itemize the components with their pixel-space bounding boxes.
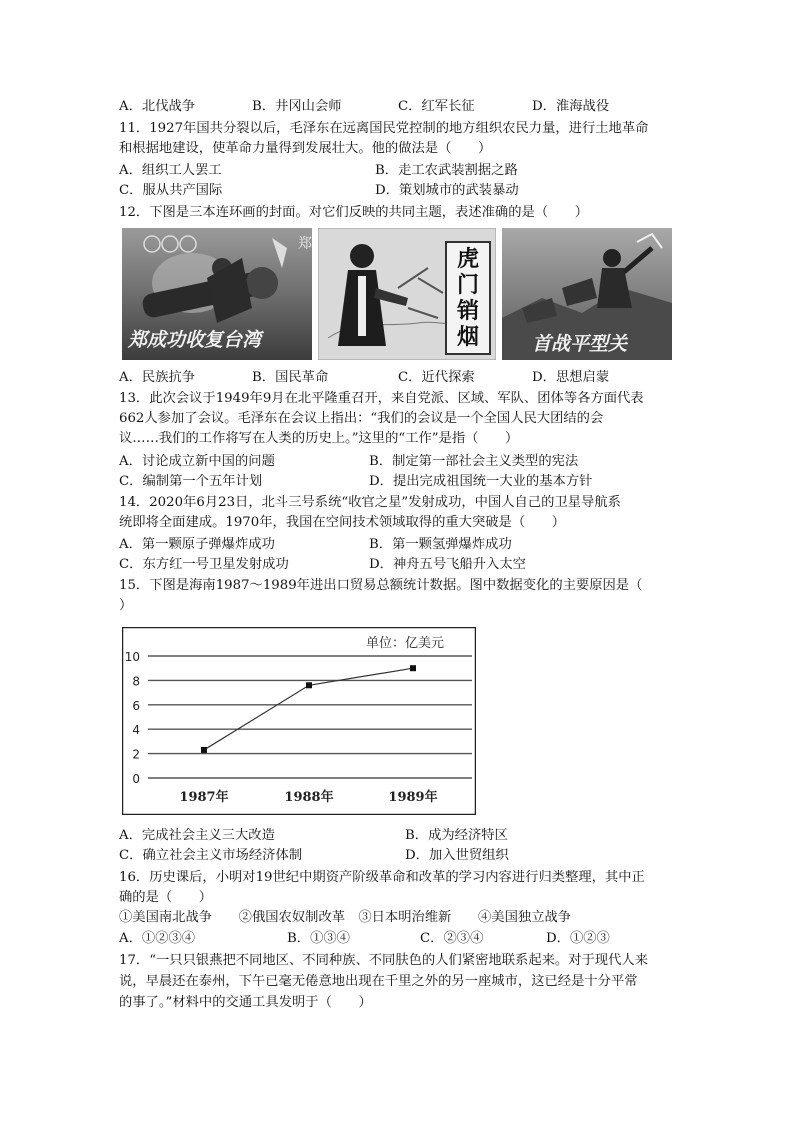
q11-option-d[interactable]: D．策划城市的武装暴动 bbox=[375, 183, 519, 198]
q16-items: ①美国南北战争 ②俄国农奴制改革 ③日本明治维新 ④美国独立战争 bbox=[119, 910, 572, 925]
q10-option-b[interactable]: B．井冈山会师 bbox=[252, 99, 342, 114]
data-point bbox=[410, 665, 416, 671]
cover-left-caption: 郑成功收复台湾 bbox=[128, 329, 262, 351]
q11-option-b[interactable]: B．走工农武装割据之路 bbox=[375, 163, 518, 178]
q15-option-b[interactable]: B．成为经济特区 bbox=[405, 828, 508, 843]
q15-stem-line-1: 15．下图是海南1987～1989年进出口贸易总额统计数据。图中数据变化的主要原因是（ bbox=[119, 578, 643, 593]
q16-option-a[interactable]: A．①②③④ bbox=[119, 931, 196, 946]
q13-stem-line-1: 13．此次会议于1949年9月在北平隆重召开，来自党派、区域、军队、团体等各方面代表 bbox=[119, 391, 644, 406]
q13-stem-line-3: 议……我们的工作将写在人类的历史上。”这里的“工作”是指（ ） bbox=[119, 431, 519, 446]
y-tick-label: 4 bbox=[132, 723, 140, 738]
q12-option-b[interactable]: B．国民革命 bbox=[252, 370, 329, 385]
q15-option-d[interactable]: D．加入世贸组织 bbox=[405, 848, 509, 863]
q12-option-a[interactable]: A．民族抗争 bbox=[119, 370, 196, 385]
trade-chart bbox=[122, 627, 476, 815]
q16-option-c[interactable]: C．②③④ bbox=[420, 931, 484, 946]
data-point bbox=[201, 747, 207, 753]
comic-cover-middle bbox=[318, 228, 496, 360]
x-tick-label: 1988年 bbox=[284, 790, 334, 805]
trade-chart-svg bbox=[122, 627, 476, 815]
y-tick-label: 2 bbox=[132, 747, 140, 762]
y-tick-label: 8 bbox=[132, 674, 140, 689]
x-tick-label: 1987年 bbox=[179, 790, 229, 805]
q12-stem: 12．下图是三本连环画的封面。对它们反映的共同主题，表述准确的是（ ） bbox=[119, 205, 589, 220]
q12-option-c[interactable]: C．近代探索 bbox=[398, 370, 475, 385]
cover-middle-char-1: 虎 bbox=[456, 247, 480, 272]
comic-cover-right bbox=[502, 228, 672, 360]
q16-option-d[interactable]: D．①②③ bbox=[546, 931, 610, 946]
comic-cover-left bbox=[122, 228, 312, 360]
q14-stem-line-1: 14．2020年6月23日，北斗三号系统“收官之星”发射成功，中国人自己的卫星导航系 bbox=[119, 495, 621, 510]
data-point bbox=[306, 682, 312, 688]
cover-middle-char-2: 门 bbox=[456, 273, 480, 298]
q15-option-a[interactable]: A．完成社会主义三大改造 bbox=[119, 828, 275, 843]
q17-stem-line-1: 17．“一只只银燕把不同地区、不同种族、不同肤色的人们紧密地联系起来。对于现代人来 bbox=[119, 953, 648, 968]
q16-option-b[interactable]: B．①③④ bbox=[287, 931, 350, 946]
q11-option-a[interactable]: A．组织工人罢工 bbox=[119, 163, 222, 178]
q14-option-d[interactable]: D．神舟五号飞船升入太空 bbox=[369, 557, 526, 572]
q10-option-a[interactable]: A．北伐战争 bbox=[119, 99, 196, 114]
cover-middle-char-4: 烟 bbox=[456, 325, 480, 350]
x-tick-label: 1989年 bbox=[388, 790, 438, 805]
q13-option-d[interactable]: D．提出完成祖国统一大业的基本方针 bbox=[369, 474, 593, 489]
q16-stem-line-1: 16．历史课后，小明对19世纪中期资产阶级革命和改革的学习内容进行归类整理，其中正 bbox=[119, 870, 645, 885]
q17-stem-line-2: 说，早晨还在泰州，下午已毫无倦意地出现在千里之外的另一座城市，这已经是十分平常 bbox=[119, 974, 638, 989]
q14-option-b[interactable]: B．第一颗氢弹爆炸成功 bbox=[369, 537, 512, 552]
chart-unit-label: 单位：亿美元 bbox=[366, 636, 445, 651]
q14-stem-line-2: 统即将全面建成。1970年，我国在空间技术领域取得的重大突破是（ ） bbox=[119, 515, 566, 530]
q15-option-c[interactable]: C．确立社会主义市场经济体制 bbox=[119, 848, 303, 863]
q11-option-c[interactable]: C．服从共产国际 bbox=[119, 183, 223, 198]
q13-option-b[interactable]: B．制定第一部社会主义类型的宪法 bbox=[369, 454, 579, 469]
q15-stem-line-2: ） bbox=[119, 598, 133, 613]
q13-stem-line-2: 662人参加了会议。毛泽东在会议上指出：“我们的会议是一个全国人民大团结的会 bbox=[119, 411, 604, 426]
y-tick-label: 0 bbox=[132, 772, 140, 786]
q10-option-c[interactable]: C．红军长征 bbox=[398, 99, 475, 114]
q11-stem-line-1: 11．1927年国共分裂以后，毛泽东在远离国民党控制的地方组织农民力量，进行土地革命 bbox=[119, 121, 649, 136]
q14-option-a[interactable]: A．第一颗原子弹爆炸成功 bbox=[119, 537, 275, 552]
y-tick-label: 10 bbox=[124, 650, 140, 664]
cover-left-corner-text: 郑 bbox=[298, 236, 312, 252]
q12-option-d[interactable]: D．思想启蒙 bbox=[532, 370, 610, 385]
q16-stem-line-2: 确的是（ ） bbox=[119, 890, 213, 905]
q13-option-c[interactable]: C．编制第一个五年计划 bbox=[119, 474, 263, 489]
q14-option-c[interactable]: C．东方红一号卫星发射成功 bbox=[119, 557, 289, 572]
q17-stem-line-3: 的事了。”材料中的交通工具发明于（ ） bbox=[119, 995, 372, 1010]
q13-option-a[interactable]: A．讨论成立新中国的问题 bbox=[119, 454, 275, 469]
cover-middle-char-3: 销 bbox=[456, 299, 480, 324]
q10-option-d[interactable]: D．淮海战役 bbox=[532, 99, 610, 114]
q11-stem-line-2: 和根据地建设，使革命力量得到发展壮大。他的做法是（ ） bbox=[119, 141, 492, 156]
comic-covers bbox=[122, 228, 672, 360]
y-tick-label: 6 bbox=[132, 698, 140, 713]
cover-right-caption: 首战平型关 bbox=[532, 333, 628, 355]
